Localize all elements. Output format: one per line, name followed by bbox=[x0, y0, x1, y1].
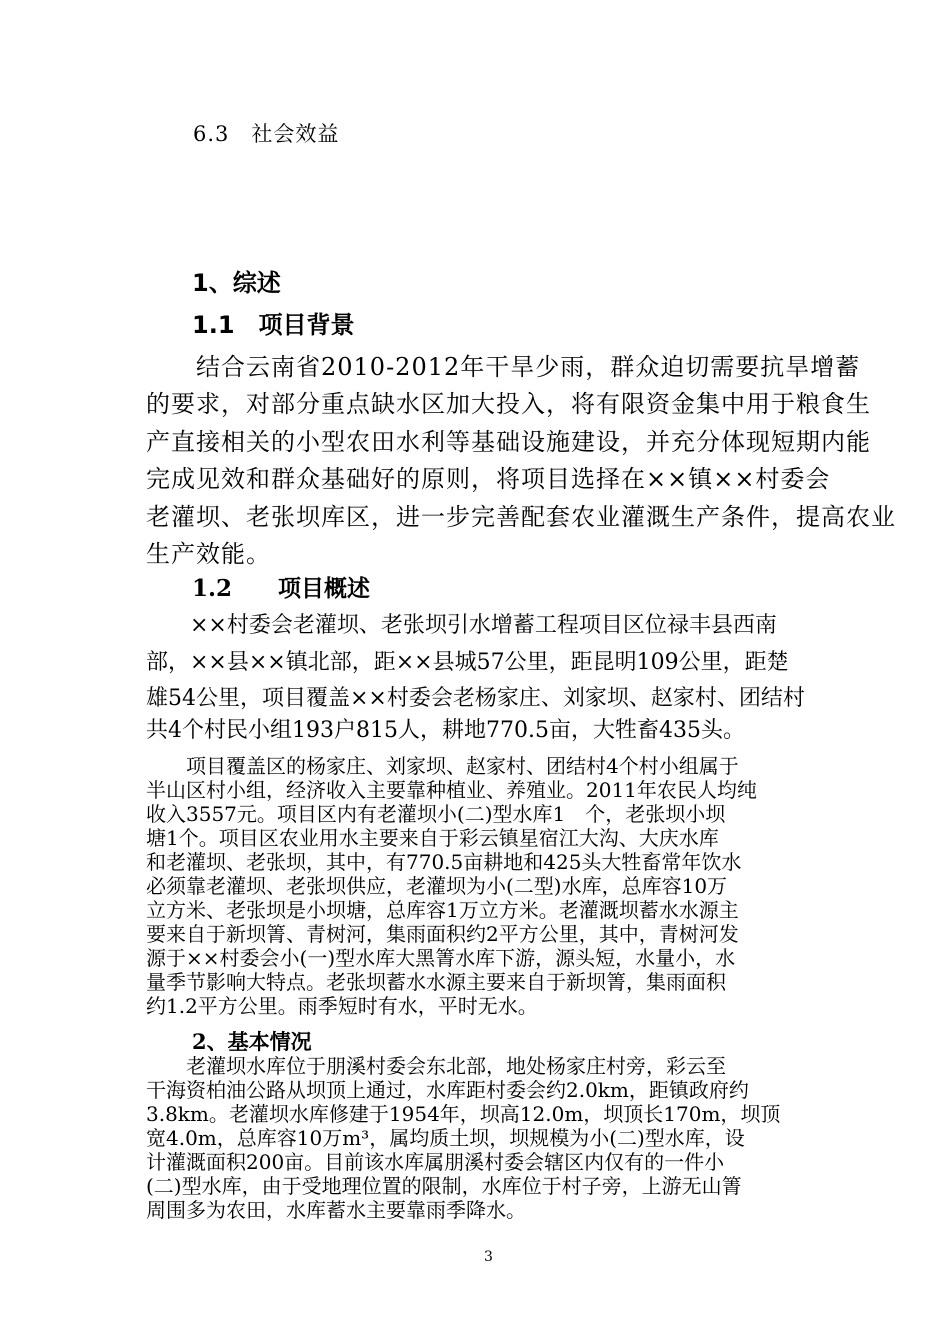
paragraph-line: 产直接相关的小型农田水利等基础设施建设，并充分体现短期内能 bbox=[146, 428, 871, 456]
heading-2: 2、基本情况 bbox=[192, 1029, 312, 1054]
paragraph-line: 收入3557元。项目区内有老灌坝小(二)型水库1 个，老张坝小坝 bbox=[146, 802, 726, 826]
paragraph-line: 周围多为农田，水库蓄水主要靠雨季降水。 bbox=[146, 1198, 526, 1222]
paragraph-line: 雄54公里，项目覆盖××村委会老杨家庄、刘家坝、赵家村、团结村 bbox=[146, 686, 805, 711]
heading-1: 1、综述 bbox=[192, 269, 281, 297]
paragraph-line: 共4个村民小组193户815人，耕地770.5亩，大牲畜435头。 bbox=[146, 718, 745, 743]
paragraph-line: 计灌溉面积200亩。目前该水库属朋溪村委会辖区内仅有的一件小 bbox=[146, 1150, 725, 1174]
paragraph-line: 塘1个。项目区农业用水主要来自于彩云镇星宿江大沟、大庆水库 bbox=[146, 826, 719, 850]
paragraph-line: (二)型水库，由于受地理位置的限制，水库位于村子旁，上游无山箐 bbox=[146, 1174, 742, 1198]
paragraph-line: 3.8km。老灌坝水库修建于1954年，坝高12.0m，坝顶长170m，坝顶 bbox=[146, 1102, 781, 1126]
paragraph-line: 半山区村小组，经济收入主要靠种植业、养殖业。2011年农民人均纯 bbox=[146, 778, 757, 802]
page-number: 3 bbox=[484, 1249, 493, 1265]
heading-1-2: 1.2 项目概述 bbox=[192, 575, 371, 602]
heading-1-1: 1.1 项目背景 bbox=[192, 311, 355, 339]
paragraph-line: 老灌坝、老张坝库区，进一步完善配套农业灌溉生产条件，提高农业 bbox=[146, 503, 896, 531]
paragraph-line: 结合云南省2010-2012年干旱少雨，群众迫切需要抗旱增蓄 bbox=[146, 353, 861, 381]
paragraph-line: 老灌坝水库位于朋溪村委会东北部，地处杨家庄村旁，彩云至 bbox=[146, 1054, 726, 1078]
paragraph-line: 部，××县××镇北部，距××县城57公里，距昆明109公里，距楚 bbox=[146, 650, 789, 675]
paragraph-line: 项目覆盖区的杨家庄、刘家坝、赵家村、团结村4个村小组属于 bbox=[146, 754, 739, 778]
paragraph-line: 源于××村委会小(一)型水库大黑箐水库下游，源头短，水量小，水 bbox=[146, 946, 736, 970]
paragraph-line: 和老灌坝、老张坝，其中，有770.5亩耕地和425头大牲畜常年饮水 bbox=[146, 850, 742, 874]
paragraph-line: 宽4.0m，总库容10万m³，属均质土坝，坝规模为小(二)型水库，设 bbox=[146, 1126, 745, 1150]
toc-entry: 6.3 社会效益 bbox=[193, 122, 340, 146]
paragraph-line: 要来自于新坝箐、青树河，集雨面积约2平方公里，其中，青树河发 bbox=[146, 922, 739, 946]
paragraph-line: 生产效能。 bbox=[146, 540, 271, 568]
paragraph-line: 量季节影响大特点。老张坝蓄水水源主要来自于新坝箐，集雨面积 bbox=[146, 970, 726, 994]
paragraph-line: 约1.2平方公里。雨季短时有水，平时无水。 bbox=[146, 994, 538, 1018]
paragraph-line: 立方米、老张坝是小坝塘，总库容1万立方米。老灌溉坝蓄水水源主 bbox=[146, 898, 739, 922]
paragraph-line: 干海资柏油公路从坝顶上通过，水库距村委会约2.0km，距镇政府约 bbox=[146, 1078, 749, 1102]
paragraph-line: 完成见效和群众基础好的原则，将项目选择在××镇××村委会 bbox=[146, 465, 831, 493]
paragraph-line: 的要求，对部分重点缺水区加大投入，将有限资金集中用于粮食生 bbox=[146, 390, 871, 418]
paragraph-line: ××村委会老灌坝、老张坝引水增蓄工程项目区位禄丰县西南 bbox=[146, 613, 777, 638]
paragraph-line: 必须靠老灌坝、老张坝供应，老灌坝为小(二型)水库，总库容10万 bbox=[146, 874, 728, 898]
